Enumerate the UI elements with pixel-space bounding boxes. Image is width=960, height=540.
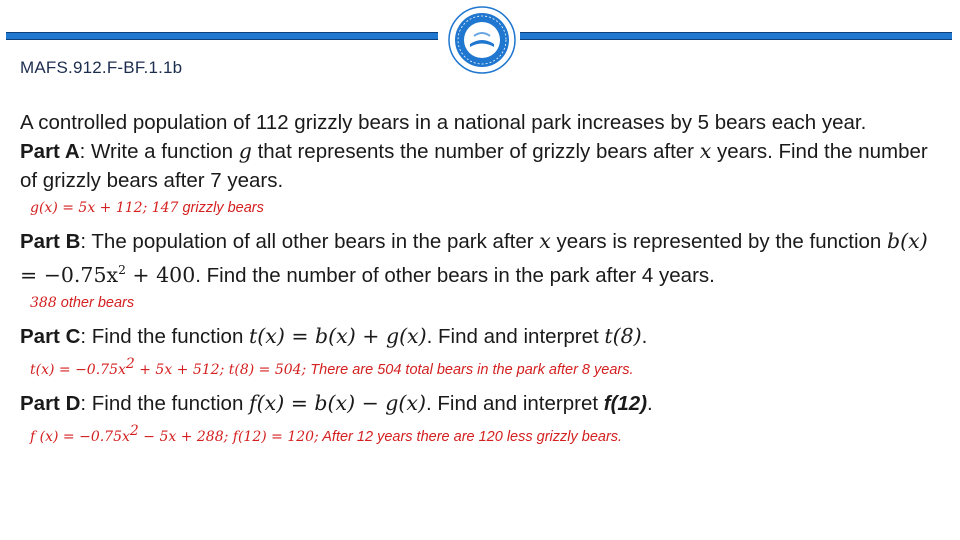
part-b-exp: 2 bbox=[118, 263, 126, 277]
part-c-text2: . Find and interpret bbox=[426, 324, 605, 348]
part-a-question bbox=[20, 137, 945, 195]
part-b-label: Part B bbox=[20, 230, 81, 253]
problem-content bbox=[20, 108, 945, 455]
part-a-var2: x bbox=[699, 139, 712, 163]
part-b-func: b(x) bbox=[887, 229, 928, 253]
school-district-seal-icon bbox=[448, 6, 516, 74]
part-d-text: : Find the function bbox=[80, 391, 250, 415]
part-a-label: Part A bbox=[20, 140, 80, 163]
part-b-text2: years is represented by the function bbox=[550, 230, 888, 253]
part-c-answer-math1: t(x) = −0.75x bbox=[30, 361, 126, 378]
part-a-text3: years. Find the number of grizzly bears after 7 years. bbox=[20, 140, 928, 192]
part-b-question bbox=[20, 227, 945, 290]
part-b-eq: = −0.75x bbox=[20, 262, 119, 287]
part-b-text3: . Find the number of other bears in the park after 4 years. bbox=[195, 263, 715, 287]
intro-text: A controlled population of 112 grizzly bears in a national park increases by 5 bears each year. bbox=[20, 111, 867, 134]
part-c-label: Part C bbox=[20, 324, 81, 348]
part-c-answer-text: There are 504 total bears in the park after 8 years. bbox=[306, 361, 634, 378]
part-b-answer-text: other bears bbox=[56, 294, 135, 311]
standard-code: MAFS.912.F-BF.1.1b bbox=[20, 58, 183, 77]
part-d-func2: f(12) bbox=[603, 391, 648, 415]
part-b-text: : The population of all other bears in the park after bbox=[80, 230, 540, 253]
part-d-answer-math1: f (x) = −0.75x bbox=[30, 428, 130, 445]
part-c-answer-exp: 2 bbox=[125, 355, 135, 372]
part-d-text3: . bbox=[647, 391, 653, 415]
part-c-question bbox=[20, 322, 945, 351]
part-d-text2: . Find and interpret bbox=[425, 391, 604, 415]
header-bar-right bbox=[520, 32, 952, 40]
header-bar-left bbox=[6, 32, 438, 40]
part-c-text: : Find the function bbox=[80, 324, 250, 348]
part-c-func: t(x) = b(x) + g(x) bbox=[249, 323, 427, 348]
part-d-question bbox=[20, 389, 945, 418]
part-b-answer bbox=[30, 294, 945, 312]
part-a-text2: that represents the number of grizzly bears after bbox=[251, 140, 700, 163]
part-a-answer-text: grizzly bears bbox=[178, 200, 264, 216]
part-b-var: x bbox=[539, 229, 551, 253]
part-d-func: f(x) = b(x) − g(x) bbox=[249, 390, 426, 415]
part-a-var: g bbox=[238, 139, 252, 163]
part-d-answer-exp: 2 bbox=[129, 422, 139, 439]
part-c-answer bbox=[30, 355, 945, 379]
part-d-answer bbox=[30, 422, 945, 446]
part-d-answer-math2: − 5x + 288; f(12) = 120; bbox=[138, 428, 319, 445]
part-a-answer-math: g(x) = 5x + 112; 147 bbox=[30, 200, 179, 216]
part-c-text3: . bbox=[641, 324, 648, 348]
part-a-text: : Write a function bbox=[79, 140, 239, 163]
part-b-answer-math: 388 bbox=[30, 294, 57, 311]
part-b-eq2: + 400 bbox=[125, 262, 196, 287]
part-d-label: Part D bbox=[20, 391, 81, 415]
part-c-func2: t(8) bbox=[604, 323, 642, 348]
part-c-answer-math2: + 5x + 512; t(8) = 504; bbox=[134, 361, 307, 378]
part-a-answer bbox=[30, 199, 945, 217]
part-d-answer-text: After 12 years there are 120 less grizzly bears. bbox=[318, 428, 623, 445]
